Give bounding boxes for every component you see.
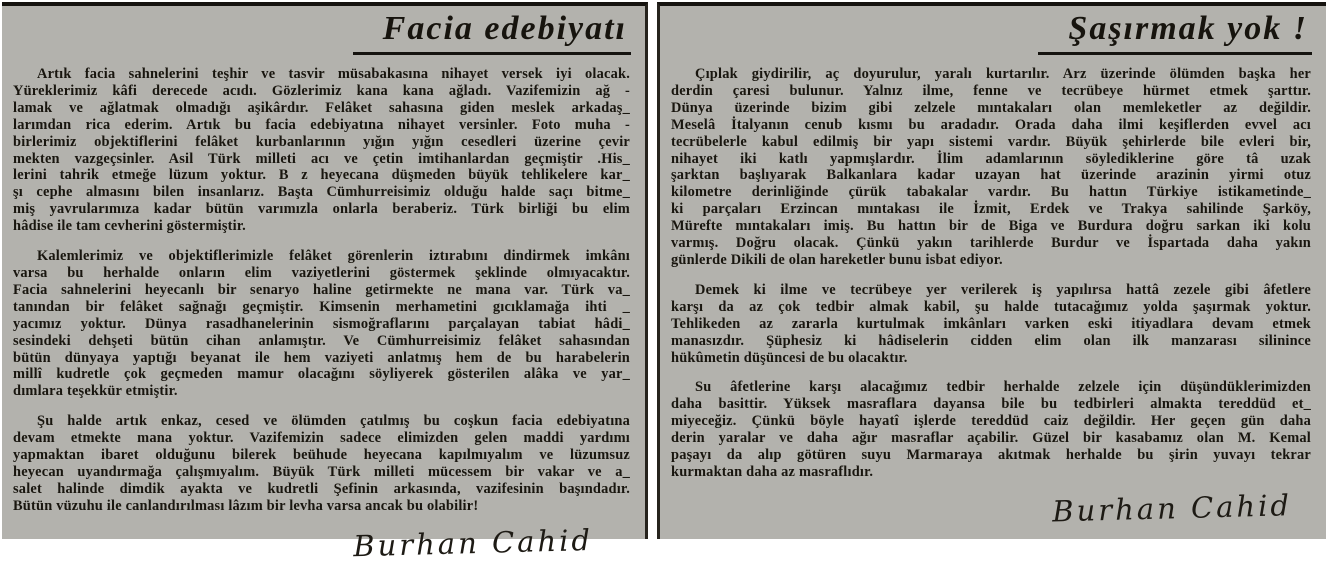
text-line: lerini tahrik etmeğe lüzum yoktur. B z heyecana düşmeden büyük tehlikelere kar_ — [13, 167, 630, 184]
text-line: bütün dünyaya yaptığı beyanat ile hem vaziyeti anlatmış hem de bu harabelerin — [13, 349, 630, 366]
text-line: Şu halde artık enkaz, cesed ve ölümden çatılmış bu coşkun facia edebiyatına — [37, 413, 630, 430]
right-article-title-row — [660, 6, 1326, 57]
text-line: daha basittir. Yüksek masraflara dayansa bile bu tedbirleri almakta tereddüd et_ — [671, 396, 1311, 413]
text-line: varmış. Doğru olacak. Çünkü yakın tarihlerde Burdur ve İspartada daha yakın — [671, 235, 1311, 252]
left-article-signature: Burhan Cahid — [352, 522, 594, 563]
right-article-title: Şaşırmak yok ! — [1038, 7, 1312, 55]
text-line: miyeceğiz. Çünkü böyle hayatî işlerde tereddüd caiz değildir. Her geçen gün daha — [671, 413, 1311, 430]
text-line: Meselâ İtalyanın cenub kısmı bu aradadır. Orada daha ilmi keşiflerden evvel acı — [671, 116, 1311, 133]
text-line: nihayet iki katlı yapmışlardır. İlim adamlarının söylediklerine göre tâ uzak — [671, 150, 1311, 167]
text-line: Çıplak giydirilir, aç doyurulur, yaralı kurtarılır. Arz üzerinde ölümden başka her — [695, 66, 1311, 82]
text-line: Facia sahnelerini heyecanlı bir senaryo haline getirmekte ne mana var. Türk va_ — [13, 281, 630, 298]
right-article-signature: Burhan Cahid — [1051, 488, 1293, 529]
text-line: miş yavrularımıza kadar bütün varımızla onlarla beraberiz. Türk birliği bu elim — [13, 201, 630, 218]
text-line: varsa bu herhalde onların elim vaziyetlerini göstermek şeklinde olmıyacaktır. — [13, 264, 630, 281]
paragraph — [13, 248, 630, 400]
text-line: karşı da az çok tedbir almak kabil, şu halde tutacağımız yolda şaşırmak yoktur. — [671, 298, 1311, 315]
text-line: derin yaralar ve daha ağır masraflar açabilir. Güzel bir kasabamız olan M. Kemal — [671, 430, 1311, 447]
text-line: derdin çaresi bulunur. Yalnız ilme, fenne ve tecrübeye hürmet etmek şarttır. — [671, 82, 1311, 99]
paragraph — [671, 379, 1311, 480]
text-line: Artık facia sahnelerini teşhir ve tasvir müsabakasına nihayet versek iyi olacak. — [37, 66, 630, 82]
text-line: yacımız yoktur. Dünya rasadhanelerinin sismoğraflarını parçalayan tabiat hâdi_ — [13, 315, 630, 332]
right-clipping — [657, 2, 1326, 539]
right-article-body — [660, 57, 1326, 481]
text-line: Yüreklerimiz kâfi derecede acıdı. Gözlerimiz kana kana ağladı. Vazifemizin ağ - — [13, 82, 630, 99]
text-line: kilometre derinliğinde çürük tabakalar vardır. Bu hattın Türkiye istikametinde_ — [671, 184, 1311, 201]
paragraph — [13, 413, 630, 514]
text-line: Su âfetlerine karşı alacağımız tedbir herhalde zelzele için düşündüklerimizden — [695, 379, 1311, 396]
text-line: yapmaktan ibaret olduğunu bilerek beühude heyecana kapılmıyalım ve lüzumsuz — [13, 447, 630, 464]
left-article-body — [2, 57, 645, 515]
text-line: kurmaktan daha az masraflıdır. — [671, 463, 874, 480]
text-line: Demek ki ilme ve tecrübeye yer verilerek iş yapılırsa hattâ zezele gibi âfetlere — [695, 281, 1311, 298]
text-line: manasızdır. Şüphesiz ki hâdiselerin cidden elim olan ilk manzarası silinince — [671, 332, 1311, 349]
left-clipping — [2, 2, 648, 563]
paragraph — [671, 282, 1311, 367]
text-line: Kalemlerimiz ve objektiflerimizle felâket görenlerin iztırabını dindirmek imkânı — [37, 248, 630, 265]
text-line: lamak ve ağlatmak olmadığı aşikârdır. Felâket sahasına giden meslek arkadaş_ — [13, 99, 630, 116]
text-line: birlerimiz objektiflerini felâket kurbanlarının yığın yığın cesedleri üzerine çevir — [13, 133, 630, 150]
left-article-title: Facia edebiyatı — [353, 7, 631, 55]
text-line: mekten vazgeçsinler. Asil Türk milleti acı ve çetin imtihanlardan geçmiştir .His_ — [13, 150, 630, 167]
text-line: devam etmekte mana yoktur. Vazifemizin sadece elimizden gelen maddi yardımı — [13, 430, 630, 447]
left-article-title-row — [2, 6, 645, 57]
text-line: tecrübelerle kabul edilmiş bir yapı sistemi vardır. Büyük şehirlerde bile evleri bir, — [671, 133, 1311, 150]
text-line: sesindeki dehşeti bütün cihan anlamıştır. Ve Cümhurreisimiz felâket sahasından — [13, 332, 630, 349]
text-line: Bütün vüzuhu ile canlandırılması lâzım bir levha varsa ancak bu olabilir! — [13, 497, 479, 514]
text-line: hükûmetin düşüncesi de bu olacaktır. — [671, 349, 908, 366]
text-line: şı cephe almasını bilen insanlarız. Başta Cümhurreisimiz olduğu halde saçı bitme_ — [13, 184, 630, 201]
paragraph — [13, 66, 630, 235]
text-line: salet halinde dimdik ayakta ve kudretli Şefinin arkasında, vazifesinin başındadır. — [13, 480, 630, 497]
text-line: millî kudretle çok geçmeden mamur olacağını söyliyerek gösterilen alâka ve yar_ — [13, 366, 630, 383]
text-line: tanından bir felâket sağnağı geçmiştir. Kimsenin merhametini gıcıklamağa ihti _ — [13, 298, 630, 315]
text-line: Tehlikeden az zararla kurtulmak imkânları varken eski itiyadlara devam etmek — [671, 315, 1311, 332]
text-line: hâdise ile tam cevherini göstermiştir. — [13, 218, 246, 235]
text-line: şarktan başlıyarak Balkanlara kadar uzayan hat üzerinde arazinin yirmi otuz — [671, 167, 1311, 184]
text-line: ki parçaları Erzincan mıntakası ile İzmit, Erdek ve Trakya sahilinde Şarköy, — [671, 201, 1311, 218]
text-line: Mürefte mıntakaları imiş. Bu hattın bir de Biga ve Burdura doğru sarkan iki kolu — [671, 218, 1311, 235]
text-line: larımdan rica ederim. Artık bu facia edebiyatına nihayet versinler. Foto muha - — [13, 116, 630, 133]
text-line: Dünya üzerinde bizim gibi zelzele mıntakaları olan memleketler az değildir. — [671, 99, 1311, 116]
text-line: paşayı da alıp götüren suyu Marmaraya akıtmak herhalde bu şirin yuvayı tekrar — [671, 447, 1311, 464]
paragraph — [671, 66, 1311, 269]
text-line: heyecan uyandırmağa çalışmıyalım. Büyük Türk milleti mücessem bir vakar ve a_ — [13, 463, 630, 480]
text-line: dımlara teşekkür etmiştir. — [13, 383, 178, 400]
text-line: günlerde Dikili de olan hareketler bunu isbat ediyor. — [671, 251, 1003, 268]
